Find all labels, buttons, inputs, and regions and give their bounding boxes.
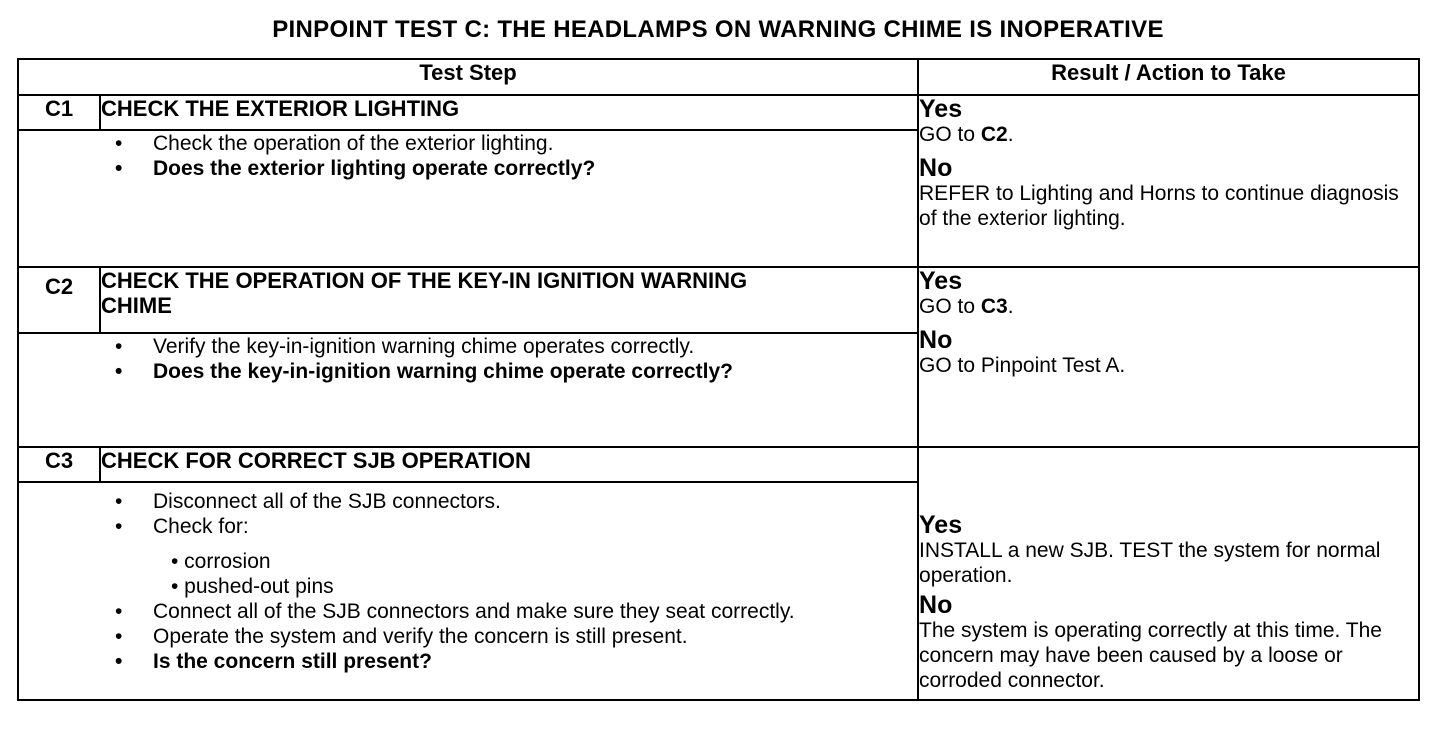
table-header-row: [18, 59, 1419, 95]
action-item: • Check for:: [19, 514, 917, 539]
step-id-c3: C3: [18, 447, 100, 482]
no-label: No: [919, 326, 953, 354]
step-c2-actions: [18, 333, 918, 447]
step-c2-title: CHECK THE OPERATION OF THE KEY-IN IGNITION WARNING CHIME: [100, 267, 918, 333]
no-action: The system is operating correctly at this time. The concern may have been caused by a loose or corroded connector.: [919, 619, 1382, 692]
yes-label: Yes: [919, 267, 963, 295]
action-item: • Disconnect all of the SJB connectors.: [19, 489, 917, 514]
test-step-header: Test Step: [18, 59, 918, 95]
result-header: Result / Action to Take: [918, 59, 1419, 95]
action-item: • Operate the system and verify the concern is still present.: [19, 624, 917, 649]
yes-label: Yes: [919, 95, 963, 123]
step-c3-result: [918, 447, 1419, 700]
yes-action: GO to C2.: [919, 123, 1014, 146]
no-label: No: [919, 154, 953, 182]
action-question: • Does the exterior lighting operate correctly?: [19, 156, 917, 181]
yes-action: GO to C3.: [919, 295, 1014, 318]
step-c1-title: CHECK THE EXTERIOR LIGHTING: [100, 95, 918, 130]
step-c3-title-row: [18, 447, 1419, 482]
no-label: No: [919, 591, 953, 619]
action-item: • Check the operation of the exterior lighting.: [19, 131, 917, 156]
step-c1-title-row: [18, 95, 1419, 130]
no-action: REFER to Lighting and Horns to continue diagnosis of the exterior lighting.: [919, 182, 1399, 230]
step-c1-result: [918, 95, 1419, 267]
sub-item-corrosion: • corrosion: [171, 550, 271, 573]
step-c1-actions: [18, 130, 918, 267]
sub-item-pushed-out-pins: • pushed-out pins: [171, 575, 334, 598]
step-ref-link: C2: [980, 123, 1008, 146]
step-c3-title: CHECK FOR CORRECT SJB OPERATION: [100, 447, 918, 482]
action-item: • Verify the key-in-ignition warning chime operates correctly.: [19, 334, 917, 359]
action-question: • Is the concern still present?: [19, 649, 917, 674]
yes-action: INSTALL a new SJB. TEST the system for normal operation.: [919, 539, 1381, 587]
step-id-c2: C2: [18, 267, 100, 333]
page-title: PINPOINT TEST C: THE HEADLAMPS ON WARNING CHIME IS INOPERATIVE: [272, 16, 1164, 43]
step-c3-actions: [18, 482, 918, 700]
step-c2-title-row: [18, 267, 1419, 333]
yes-label: Yes: [919, 511, 963, 539]
step-c2-result: [918, 267, 1419, 447]
no-action: GO to Pinpoint Test A.: [919, 354, 1126, 377]
action-item: • Connect all of the SJB connectors and make sure they seat correctly.: [19, 599, 917, 624]
step-id-c1: C1: [18, 95, 100, 130]
step-ref-link: C3: [980, 295, 1008, 318]
action-question: • Does the key-in-ignition warning chime operate correctly?: [19, 359, 917, 384]
pinpoint-test-table: [17, 58, 1420, 701]
